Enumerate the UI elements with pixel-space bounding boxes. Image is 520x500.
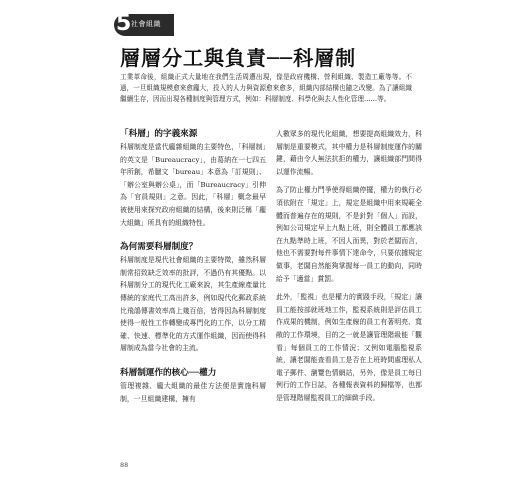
section-heading-why: 為何需要科層制度？ (120, 242, 198, 253)
intro-paragraph: 工業革命後，組織正式大量地在我們生活周遭出現，像是政府機構、營利組織、製造工廠等等。不過，一旦組織規模愈來愈龐大，投入的人力與資源愈來愈多，組織內部結構也隨之改變。為了讓組織繼續生存，因而出現各種制度與管理方式，例如：科層制度、科學化與去人性化管理……等。 (120, 73, 412, 104)
section-heading-origin: 「科層」的字義來源 (120, 129, 198, 139)
section-text-why: 科層制度是現代社會組織的主要特徵，雖然科層制常招致缺乏效率的批評，不過仍有其優點。以科層制分工的現代化工廠來說，其生產線產量比傳統的家庭代工高出許多，例如現代化郵政系統比飛鴿傳書效率高上幾百倍，皆得因為科層制度使得一般性工作轉變成專門化的工作，以分工精確、快速、標準化的方式運作組織，因而使得科層制成為當今社會的主流。 (120, 256, 266, 353)
right-paragraph-1: 人數眾多的現代化組織，想要提高組織效力，科層制是重要模式，其中權力是科層制度運作的關鍵，藉由令人無法抗拒的權力，讓組織部門間得以運作流暢。 (276, 130, 422, 176)
right-paragraph-3: 此外，「監視」也是權力的實踐手段，「規定」讓員工能按部就班地工作，監視系統則是評估員工作成果的機制，例如生產線的員工有著明亮、寬敞的工作環境，目的之一就是讓管理階級能「觀看」每個員工的工作情況；又例如電腦監視系統，讓老闆能查看員工是否在上班時間處理私人電子郵件、瀏覽色情網站，另外，像是員工每日例行的工作日誌，各種報表資料的歸檔等，也都是管理階層監視員工的細緻手段。 (276, 293, 422, 402)
right-column (276, 128, 422, 404)
page-number: 88 (120, 461, 129, 469)
section-text-origin: 科層制度是當代龐雜組織的主要特色，「科層制」的英文是「Bureaucracy」，由葛納在一七四五年所創，希臘文「bureau」本意為「訂規則」、「辦公室與辦公桌」，而「Bureaucracy」引伸為「官員規則」之意。因此，「科層」概念最早被使用來探究政府組織的結構，後來則泛稱「龐大組織」所具有的組織特性。 (120, 143, 266, 227)
page-title: 層層分工與負責──科層制 (120, 46, 357, 70)
chapter-label: 社會組織 (131, 20, 161, 28)
right-paragraph-2: 為了防止權力鬥爭使得組織停擺，權力的執行必須依附在「規定」上，規定是組織中用來規範全體而普遍存在的規則，不是針對「個人」而設，例如公司規定早上九點上班，則全體員工都應該在九點準時上班，不因人而異，對於老闆而言，他也不需要對每件事情下達命令，只要依據規定做事，老闆自然能夠掌握每一員工的動向，同時給予「適當」賞罰。 (276, 186, 422, 283)
left-column (120, 128, 266, 405)
chapter-number: 5 (116, 11, 132, 36)
section-text-power: 管理複雜、龐大組織的最佳方法便是實施科層制，一旦組織建構，擁有 (120, 381, 266, 403)
section-heading-power: 科層制運作的核心──權力 (120, 367, 217, 378)
